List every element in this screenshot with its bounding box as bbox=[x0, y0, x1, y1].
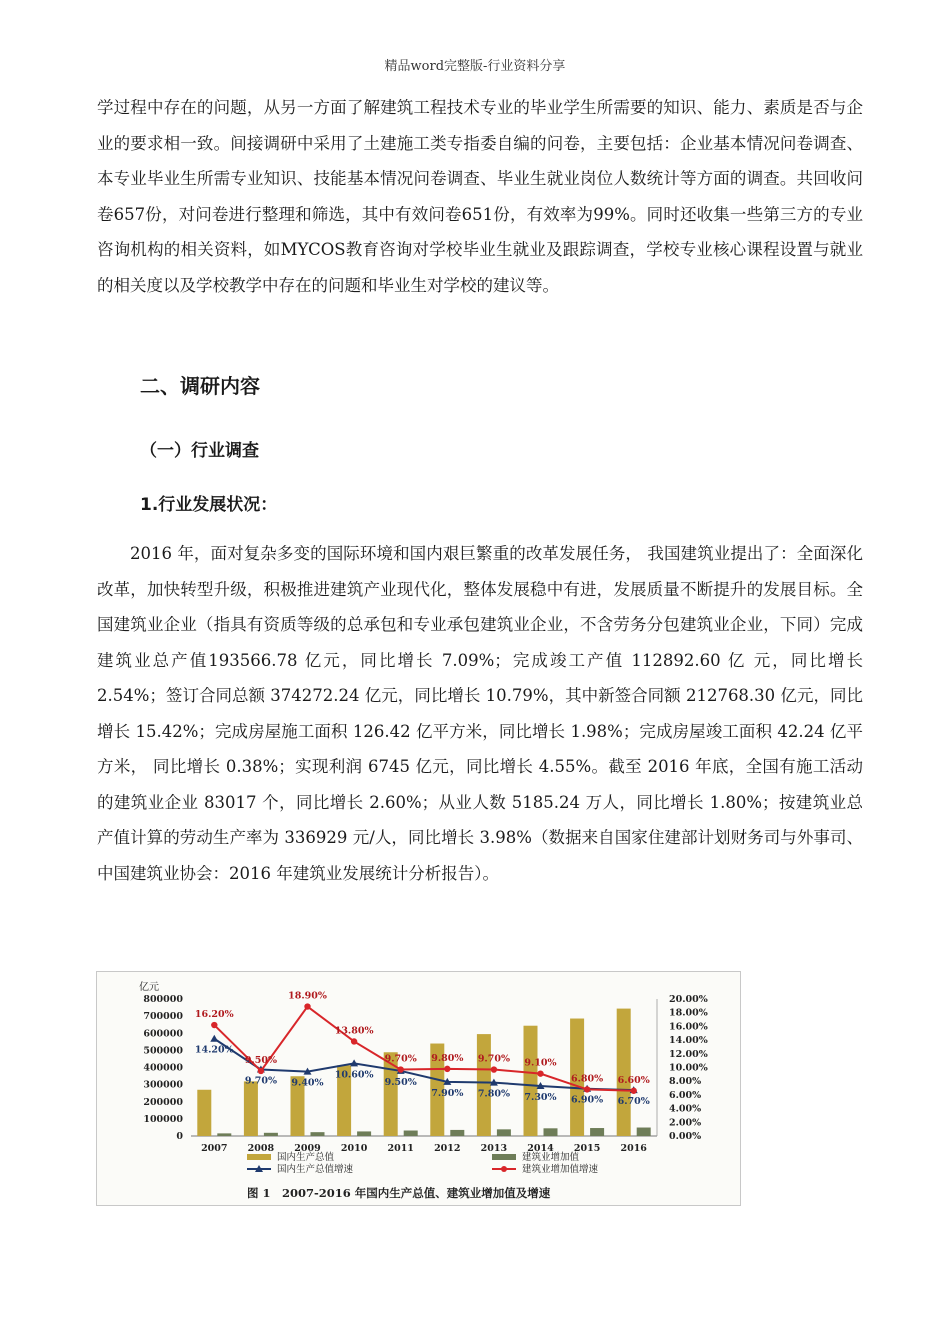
y2-tick-label: 16.00% bbox=[669, 1021, 708, 1033]
data-label: 9.40% bbox=[291, 1077, 324, 1089]
marker-construction-growth bbox=[537, 1070, 543, 1076]
y2-tick-label: 20.00% bbox=[669, 994, 708, 1005]
x-tick-label: 2016 bbox=[620, 1143, 647, 1154]
data-label: 9.10% bbox=[524, 1057, 557, 1069]
bar-gdp bbox=[244, 1081, 258, 1136]
marker-gdp-growth bbox=[210, 1035, 218, 1042]
gdp-construction-chart bbox=[97, 972, 740, 1205]
bar-construction bbox=[264, 1133, 278, 1136]
bar-construction bbox=[217, 1133, 231, 1136]
y-axis-label: 亿元 bbox=[139, 982, 159, 993]
data-label: 6.90% bbox=[571, 1094, 604, 1106]
bar-gdp bbox=[524, 1026, 538, 1136]
chart-title: 图 1 2007-2016 年国内生产总值、建筑业增加值及增速 bbox=[247, 1186, 551, 1200]
y2-tick-label: 2.00% bbox=[669, 1117, 702, 1129]
data-label: 6.70% bbox=[617, 1096, 650, 1108]
x-tick-label: 2007 bbox=[201, 1143, 228, 1154]
data-label: 13.80% bbox=[334, 1025, 374, 1037]
legend-swatch bbox=[247, 1154, 271, 1160]
bar-gdp bbox=[477, 1034, 491, 1136]
marker-construction-growth bbox=[398, 1066, 404, 1072]
y-tick-label: 200000 bbox=[143, 1096, 183, 1108]
y-tick-label: 0 bbox=[176, 1131, 183, 1142]
subsection-heading: （一）行业调查 bbox=[140, 441, 259, 461]
data-label: 9.70% bbox=[477, 1053, 510, 1065]
y2-tick-label: 10.00% bbox=[669, 1062, 708, 1074]
legend-label: 国内生产总值增速 bbox=[277, 1164, 354, 1175]
bar-construction bbox=[637, 1128, 651, 1136]
x-tick-label: 2012 bbox=[434, 1143, 461, 1154]
bar-construction bbox=[404, 1131, 418, 1136]
marker-construction-growth bbox=[258, 1068, 264, 1074]
data-label: 9.70% bbox=[384, 1053, 417, 1065]
x-tick-label: 2008 bbox=[247, 1143, 275, 1154]
data-label: 9.70% bbox=[244, 1075, 277, 1087]
legend-swatch bbox=[492, 1154, 516, 1160]
x-tick-label: 2011 bbox=[387, 1143, 414, 1154]
data-label: 7.80% bbox=[477, 1088, 510, 1100]
y-tick-label: 400000 bbox=[143, 1062, 183, 1074]
x-tick-label: 2014 bbox=[527, 1143, 554, 1154]
section-heading: 二、调研内容 bbox=[140, 374, 260, 398]
bar-gdp bbox=[384, 1052, 398, 1136]
x-tick-label: 2013 bbox=[480, 1143, 508, 1154]
marker-construction-growth bbox=[631, 1088, 637, 1094]
data-label: 10.60% bbox=[334, 1069, 374, 1081]
y-tick-label: 100000 bbox=[143, 1113, 183, 1125]
page-header: 精品word完整版-行业资料分享 bbox=[384, 59, 566, 74]
y2-tick-label: 12.00% bbox=[669, 1048, 708, 1060]
bar-construction bbox=[544, 1128, 558, 1136]
x-tick-label: 2010 bbox=[340, 1143, 368, 1154]
marker-construction-growth bbox=[304, 1003, 310, 1009]
y-tick-label: 600000 bbox=[143, 1028, 183, 1040]
marker-construction-growth bbox=[584, 1086, 590, 1092]
marker-construction-growth bbox=[491, 1066, 497, 1072]
legend-label: 建筑业增加值 bbox=[522, 1152, 580, 1163]
marker-construction-growth bbox=[351, 1038, 357, 1044]
bar-construction bbox=[357, 1131, 371, 1136]
chart-figure bbox=[96, 971, 741, 1206]
legend-label: 建筑业增加值增速 bbox=[522, 1164, 599, 1175]
data-label: 9.50% bbox=[244, 1054, 277, 1066]
data-label: 7.30% bbox=[524, 1091, 557, 1103]
y-tick-label: 500000 bbox=[143, 1045, 183, 1057]
data-label: 6.60% bbox=[617, 1074, 650, 1086]
bar-gdp bbox=[617, 1009, 631, 1136]
data-label: 18.90% bbox=[288, 990, 327, 1002]
paragraph-survey-method: 学过程中存在的问题，从另一方面了解建筑工程技术专业的毕业学生所需要的知识、能力、素质是否与企业的要求相一致。间接调研中采用了土建施工类专指委自编的问卷，主要包括：企业基本情况问卷调查、本专业毕业生所需专业知识、技能基本情况问卷调查、毕业生就业岗位人数统计等方面的调查。共回收问卷657份，对问卷进行整理和筛选，其中有效问卷651份，有效率为99%。同时还收集一些第三方的专业咨询机构的相关资料，如MYCOS教育咨询对学校毕业生就业及跟踪调查，学校专业核心课程设置与就业的相关度以及学校教学中存在的问题和毕业生对学校的建议等。 bbox=[97, 98, 863, 295]
y2-tick-label: 0.00% bbox=[669, 1131, 702, 1142]
paragraph-industry-status: 2016 年，面对复杂多变的国际环境和国内艰巨繁重的改革发展任务， 我国建筑业提出了：全面深化改革，加快转型升级，积极推进建筑产业现代化，整体发展稳中有进，发展质量不断提升的发展目标。全国建筑业企业（指具有资质等级的总承包和专业承包建筑业企业，不含劳务分包建筑业企业，下同）完成建筑业总产值193566.78 亿元，同比增长 7.09%；完成竣工产值 112892.60 亿 元，同比增长 2.54%；签订合同总额 374272.24 亿元，同比增长 10.79%，其中新签合同额 212768.30 亿元，同比增长 15.42%；完成房屋施工面积 126.42 亿平方米，同比增长 1.98%；完成房屋竣工面积 42.24 亿平方米， 同比增长 0.38%；实现利润 6745 亿元，同比增长 4.55%。截至 2016 年底，全国有施工活动的建筑业企业 83017 个，同比增长 2.60%；从业人数 5185.24 万人，同比增长 1.80%；按建筑业总产值计算的劳动生产率为 336929 元/人，同比增长 3.98%（数据来自国家住建部计划财务司与外事司、中国建筑业协会：2016 年建筑业发展统计分析报告）。 bbox=[97, 544, 863, 883]
y-tick-label: 700000 bbox=[143, 1011, 183, 1023]
data-label: 6.80% bbox=[571, 1073, 604, 1085]
data-label: 9.50% bbox=[384, 1076, 417, 1088]
data-label: 16.20% bbox=[194, 1009, 234, 1021]
data-label: 14.20% bbox=[194, 1044, 234, 1056]
bar-gdp bbox=[197, 1090, 211, 1136]
bar-construction bbox=[590, 1128, 604, 1136]
x-tick-label: 2009 bbox=[294, 1143, 321, 1154]
data-label: 9.80% bbox=[431, 1052, 464, 1064]
item-heading: 1.行业发展状况： bbox=[140, 495, 278, 515]
y-tick-label: 800000 bbox=[143, 994, 183, 1005]
marker-construction-growth bbox=[211, 1022, 217, 1028]
bar-construction bbox=[497, 1129, 511, 1136]
bar-construction bbox=[450, 1130, 464, 1136]
marker-construction-growth bbox=[444, 1066, 450, 1072]
data-label: 7.90% bbox=[431, 1087, 464, 1099]
y2-tick-label: 18.00% bbox=[669, 1007, 708, 1019]
y-tick-label: 300000 bbox=[143, 1079, 183, 1091]
x-tick-label: 2015 bbox=[573, 1143, 601, 1154]
y2-tick-label: 14.00% bbox=[669, 1035, 708, 1047]
y2-tick-label: 4.00% bbox=[669, 1103, 702, 1115]
bar-construction bbox=[311, 1132, 325, 1136]
y2-tick-label: 6.00% bbox=[669, 1089, 702, 1101]
y2-tick-label: 8.00% bbox=[669, 1076, 702, 1088]
legend-label: 国内生产总值 bbox=[277, 1152, 335, 1163]
legend-marker bbox=[501, 1166, 507, 1172]
